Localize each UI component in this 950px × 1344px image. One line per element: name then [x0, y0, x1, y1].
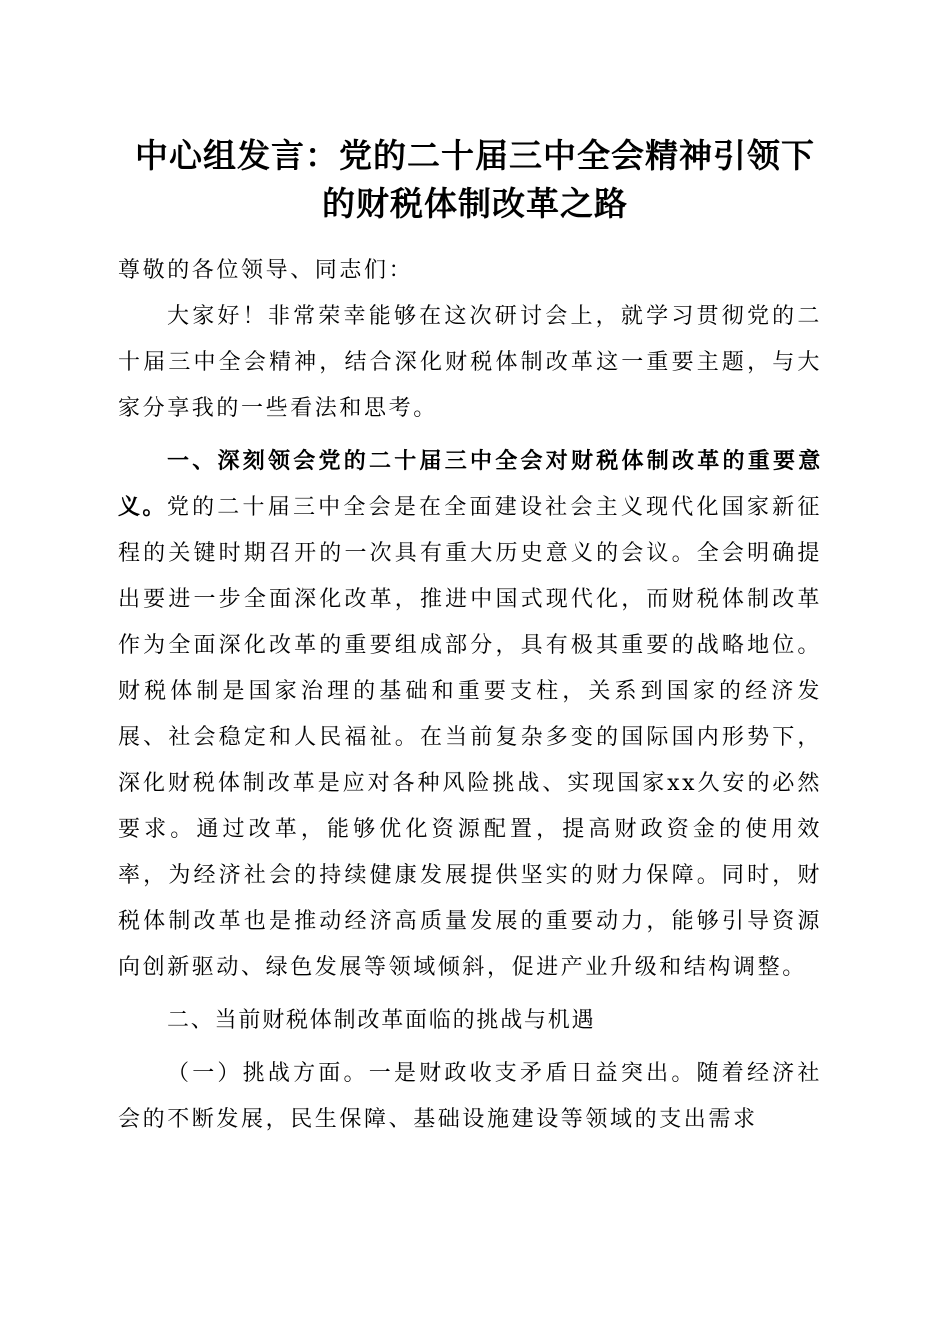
section-1-paragraph	[118, 439, 822, 991]
title-line-2: 的财税体制改革之路	[322, 184, 628, 223]
document-body	[118, 248, 822, 1143]
document-title	[110, 132, 840, 228]
title-line-1: 中心组发言：党的二十届三中全会精神引领下	[135, 136, 815, 175]
section-2-heading: 二、当前财税体制改革面临的挑战与机遇	[167, 1008, 596, 1033]
intro-paragraph: 大家好！非常荣幸能够在这次研讨会上，就学习贯彻党的二十届三中全会精神，结合深化财税体制改革这一重要主题，与大家分享我的一些看法和思考。	[118, 304, 822, 421]
section-2-sub-1-heading: （一）挑战方面。	[167, 1061, 369, 1086]
greeting: 尊敬的各位领导、同志们：	[118, 258, 414, 283]
section-2-sub-1-text: 一是财政收支矛盾日益突出。随着经济社会的不断发展，民生保障、基础设施建设等领域的支出需求	[118, 1061, 822, 1132]
section-2-sub-1-paragraph	[118, 1051, 822, 1143]
section-1-text: 党的二十届三中全会是在全面建设社会主义现代化国家新征程的关键时期召开的一次具有重大历史意义的会议。全会明确提出要进一步全面深化改革，推进中国式现代化，而财税体制改革作为全面深化改革的重要组成部分，具有极其重要的战略地位。财税体制是国家治理的基础和重要支柱，关系到国家的经济发展、社会稳定和人民福祉。在当前复杂多变的国际国内形势下，深化财税体制改革是应对各种风险挑战、实现国家xx久安的必然要求。通过改革，能够优化资源配置，提高财政资金的使用效率，为经济社会的持续健康发展提供坚实的财力保障。同时，财税体制改革也是推动经济高质量发展的重要动力，能够引导资源向创新驱动、绿色发展等领域倾斜，促进产业升级和结构调整。	[118, 495, 822, 980]
section-1-heading: 一、深刻领会党的二十届三中全会对财税体制改革的重要意义。	[118, 449, 822, 520]
